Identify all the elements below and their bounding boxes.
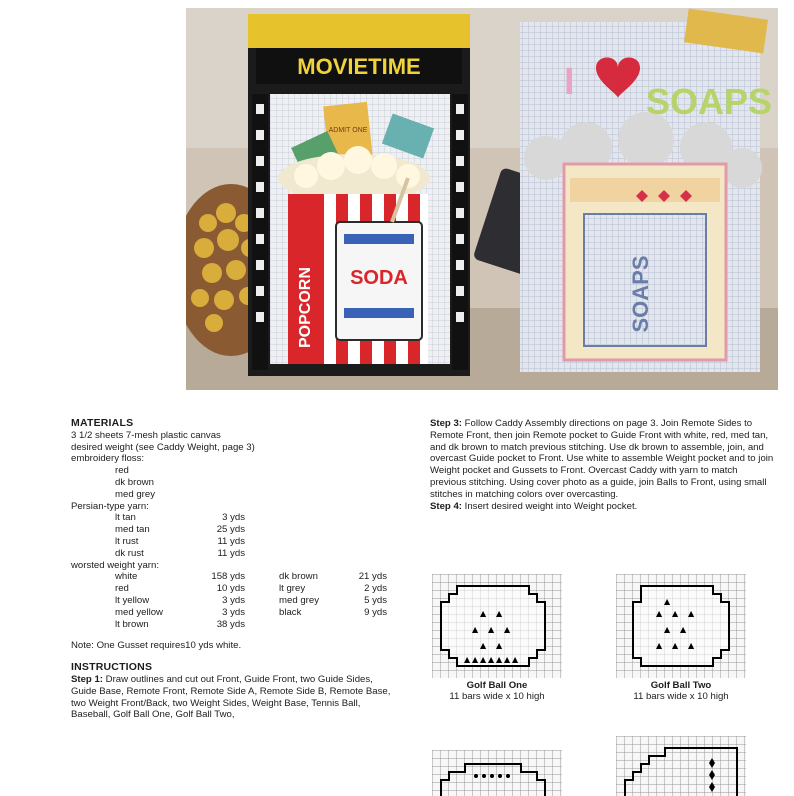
yarn-row: white 158 yds dk brown 21 yds: [115, 571, 387, 583]
step-4: Step 4: Insert desired weight into Weight pocket.: [430, 500, 638, 512]
svg-text:▲: ▲: [496, 609, 503, 618]
floss-item: dk brown: [115, 476, 154, 488]
gusset-note: Note: One Gusset requires10 yds white.: [71, 640, 242, 652]
svg-text:▲: ▲: [512, 655, 519, 664]
golf-ball-one-chart: [432, 574, 562, 678]
svg-text:▲: ▲: [480, 655, 487, 664]
materials-line: embroidery floss:: [71, 453, 145, 465]
soda-text: SODA: [350, 267, 408, 289]
svg-text:▲: ▲: [664, 597, 671, 606]
cover-photo: [186, 8, 778, 390]
chart-size: 11 bars wide x 10 high: [449, 691, 545, 702]
chart-size: 11 bars wide x 10 high: [633, 691, 729, 702]
yarn-row: dk rust 11 yds: [115, 547, 245, 559]
svg-text:▲: ▲: [688, 609, 695, 618]
svg-text:▲: ▲: [680, 625, 687, 634]
yarn-row: med tan 25 yds: [115, 524, 245, 536]
yarn-row: med yellow 3 yds black 9 yds: [115, 606, 387, 618]
baseball-chart-partial: [616, 736, 746, 796]
svg-text:▲: ▲: [504, 625, 511, 634]
yarn-row: lt brown 38 yds: [115, 618, 245, 630]
popcorn-text: POPCORN: [297, 267, 314, 348]
svg-text:▲: ▲: [496, 641, 503, 650]
step-1: Step 1: Draw outlines and cut out Front, Guide Front, two Guide Sides, Guide Base, Remote Front, Remote Side A, Remote Side B, Remote Base, two Weight Front/Back, two Weight Sides, Weight Base, Tennis Ball, Baseball, Golf Ball One, Golf Ball Two,: [71, 673, 391, 721]
yarn-row: lt yellow 3 yds med grey 5 yds: [115, 594, 387, 606]
svg-text:▲: ▲: [488, 625, 495, 634]
yarn-row: lt rust 11 yds: [115, 535, 245, 547]
svg-text:▲: ▲: [488, 655, 495, 664]
yarn-row: red 10 yds lt grey 2 yds: [115, 583, 387, 595]
svg-text:▲: ▲: [672, 641, 679, 650]
yarn-row: lt tan 3 yds: [115, 512, 245, 524]
materials-line: 3 1/2 sheets 7-mesh plastic canvas: [71, 429, 221, 441]
instructions-column: [430, 418, 775, 512]
floss-item: red: [115, 465, 129, 477]
chart-title: Golf Ball Two: [650, 680, 712, 691]
golf-ball-two-chart: [616, 574, 746, 678]
chart-title: Golf Ball One: [466, 680, 528, 691]
stitch-charts: [430, 570, 775, 794]
remote-label: SOAPS: [628, 255, 653, 333]
floss-item: med grey: [115, 488, 155, 500]
svg-text:▲: ▲: [664, 625, 671, 634]
persian-heading: Persian-type yarn:: [71, 500, 149, 512]
instructions-heading: INSTRUCTIONS: [71, 661, 153, 674]
svg-text:▲: ▲: [656, 609, 663, 618]
materials-heading: MATERIALS: [71, 417, 134, 429]
golf-ball-two-caption: [606, 680, 756, 702]
materials-column: [71, 418, 391, 721]
svg-text:▲: ▲: [688, 641, 695, 650]
svg-text:▲: ▲: [472, 655, 479, 664]
svg-text:▲: ▲: [480, 641, 487, 650]
svg-text:▲: ▲: [472, 625, 479, 634]
tennis-ball-chart-partial: [432, 750, 562, 796]
soaps-text: SOAPS: [646, 81, 773, 122]
svg-text:▲: ▲: [672, 609, 679, 618]
marquee-text: MOVIETIME: [297, 54, 421, 79]
svg-text:▲: ▲: [504, 655, 511, 664]
svg-text:▲: ▲: [496, 655, 503, 664]
ticket-text: ADMIT ONE: [328, 127, 368, 134]
worsted-heading: worsted weight yarn:: [71, 559, 159, 571]
golf-ball-one-caption: [422, 680, 572, 702]
svg-text:▲: ▲: [480, 609, 487, 618]
svg-text:▲: ▲: [464, 655, 471, 664]
materials-line: desired weight (see Caddy Weight, page 3): [71, 441, 255, 453]
step-3: Step 3: Follow Caddy Assembly directions on page 3. Join Remote Sides to Remote Front, then join Remote pocket to Guide Front with white, red, med tan, and dk brown to match previous stitching. Use dk brown to assemble, join, and overcast Guide pocket to Front. Use white to assemble Weight pocket and to join Weight pocket and Gussets to Front. Overcast Caddy with yarn to match previous stitching. Using cover photo as a guide, join Balls to Front, using small stitches in matching colors over overcasting.: [430, 418, 774, 500]
svg-text:▲: ▲: [656, 641, 663, 650]
soaps-i: I: [564, 61, 575, 103]
